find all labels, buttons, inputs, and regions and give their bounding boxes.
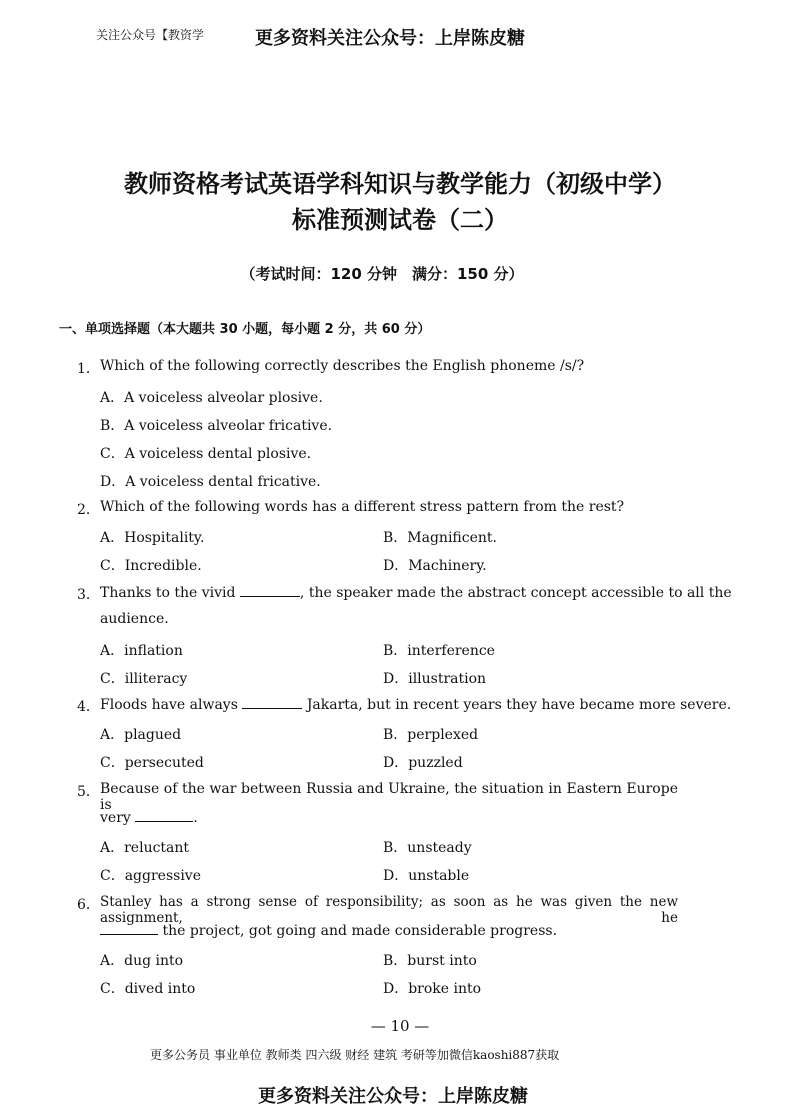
question-number: 4． — [77, 699, 100, 715]
option-c: C．Incredible. — [100, 558, 202, 574]
exam-info: （考试时间：120 分钟 满分：150 分） — [240, 265, 524, 283]
option-d: D．broke into — [383, 981, 482, 997]
option-d: D．puzzled — [383, 755, 463, 771]
question-text-after: Jakarta, but in recent years they have became more severe. — [306, 697, 732, 713]
question-text: Stanley has a strong sense of responsibility; as soon as he was given the new assignment, he — [100, 894, 678, 926]
question-number: 5． — [77, 784, 100, 800]
option-c: C．persecuted — [100, 755, 204, 771]
question-text-line2: audience. — [100, 611, 169, 627]
question-text-line2 — [100, 922, 557, 939]
question-text-before: very — [100, 810, 131, 826]
question-text: Which of the following correctly describes the English phoneme /s/? — [100, 358, 585, 374]
question-text-after: the project, got going and made considerable progress. — [162, 923, 558, 939]
header-note: 关注公众号【教资学 — [96, 28, 205, 42]
question-text-line2 — [100, 809, 198, 826]
option-b: B．perplexed — [383, 727, 479, 743]
question-text-before: Floods have always — [100, 697, 238, 713]
footer-promo: 更多公务员 事业单位 教师类 四六级 财经 建筑 考研等加微信kaoshi887获取 — [150, 1048, 560, 1062]
question-number: 3． — [77, 587, 100, 603]
option-a: A．dug into — [100, 953, 184, 969]
option-b: B．Magnificent. — [383, 530, 497, 546]
question-text: Because of the war between Russia and Ukraine, the situation in Eastern Europe is — [100, 781, 678, 813]
option-d: D．A voiceless dental fricative. — [100, 474, 321, 490]
footer-banner: 更多资料关注公众号：上岸陈皮糖 — [258, 1086, 528, 1107]
question-text-after: . — [193, 810, 198, 826]
question-text-after: , the speaker made the abstract concept accessible to all the — [299, 585, 732, 601]
option-c: C．illiteracy — [100, 671, 188, 687]
option-b: B．interference — [383, 643, 495, 659]
option-d: D．illustration — [383, 671, 487, 687]
answer-blank — [135, 809, 193, 822]
option-a: A．plagued — [100, 727, 182, 743]
option-c: C．A voiceless dental plosive. — [100, 446, 312, 462]
option-c: C．aggressive — [100, 868, 202, 884]
option-b: B．unsteady — [383, 840, 472, 856]
question-text-before: Thanks to the vivid — [100, 585, 236, 601]
option-b: B．A voiceless alveolar fricative. — [100, 418, 333, 434]
option-a: A．A voiceless alveolar plosive. — [100, 390, 323, 406]
page-subtitle: 标准预测试卷（二） — [292, 205, 508, 234]
option-a: A．reluctant — [100, 840, 190, 856]
section-heading: 一、单项选择题（本大题共 30 小题，每小题 2 分，共 60 分） — [59, 322, 431, 337]
question-text — [100, 696, 731, 713]
answer-blank — [242, 696, 302, 709]
option-c: C．dived into — [100, 981, 196, 997]
option-d: D．unstable — [383, 868, 470, 884]
header-banner: 更多资料关注公众号：上岸陈皮糖 — [255, 28, 525, 49]
option-a: A．Hospitality. — [100, 530, 205, 546]
question-text — [100, 584, 732, 601]
question-number: 1． — [77, 361, 100, 377]
option-a: A．inflation — [100, 643, 183, 659]
page-title: 教师资格考试英语学科知识与教学能力（初级中学） — [124, 169, 676, 198]
question-text: Which of the following words has a different stress pattern from the rest? — [100, 499, 625, 515]
option-b: B．burst into — [383, 953, 477, 969]
question-number: 2． — [77, 502, 100, 518]
option-d: D．Machinery. — [383, 558, 487, 574]
answer-blank — [100, 922, 158, 935]
page-number: — 10 — — [370, 1017, 430, 1035]
question-number: 6． — [77, 897, 100, 913]
answer-blank — [240, 584, 300, 597]
